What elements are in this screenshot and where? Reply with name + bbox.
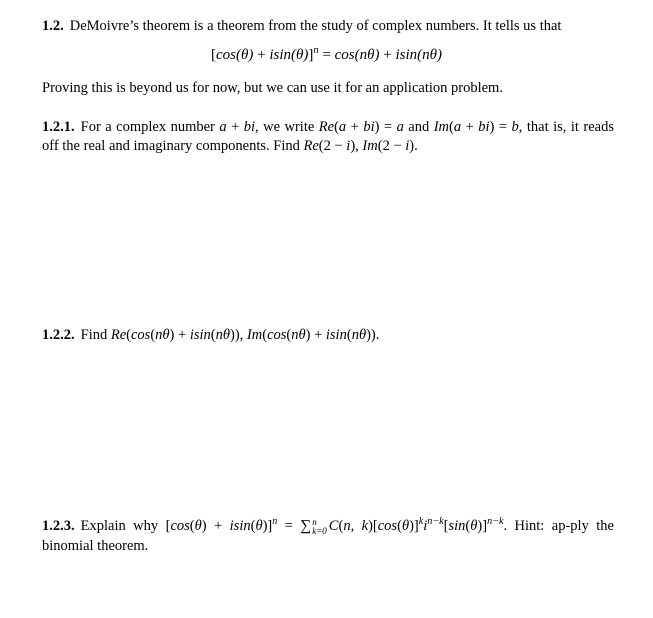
math-var: nθ <box>351 327 367 343</box>
math-exponent: n−k <box>427 516 444 528</box>
math-fn: Im <box>362 138 378 154</box>
eq-cos: cos <box>216 47 237 63</box>
math-var: θ <box>255 518 263 534</box>
question-text: )). <box>366 327 380 343</box>
question-text: (2 − <box>377 138 406 154</box>
eq-theta: (θ) <box>291 47 309 63</box>
summation-sign: ∑ <box>300 517 312 534</box>
math-var: θ <box>470 518 478 534</box>
math-fn: Im <box>246 327 263 343</box>
question-text: Find <box>80 327 111 343</box>
question-text: )] <box>409 518 419 534</box>
question-text: ) + <box>201 518 230 534</box>
question-text: )] <box>477 518 488 534</box>
question-text: ( <box>150 327 156 343</box>
question-text: ( <box>210 327 216 343</box>
math-var: i <box>405 138 410 154</box>
math-fn: cos <box>267 327 287 343</box>
math-fn: Im <box>433 119 450 135</box>
eq-bracket-close: ] <box>308 47 314 63</box>
question-text: ), <box>350 138 363 154</box>
section-intro-text: DeMoivre’s theorem is a theorem from the study of complex numbers. It tells us that <box>69 18 562 34</box>
question-text: + <box>346 119 364 135</box>
question-text: and <box>403 119 434 135</box>
eq-exponent: n <box>313 45 319 56</box>
summation-upper: n <box>312 516 317 527</box>
summation-lower: k=0 <box>312 525 327 536</box>
question-number: 1.2.3. <box>42 518 75 534</box>
math-fn: C <box>328 518 339 534</box>
math-fn: cos <box>377 518 398 534</box>
math-var: i <box>423 518 428 534</box>
math-fn: isin <box>229 518 251 534</box>
math-exponent: k <box>418 516 424 528</box>
question-text: ( <box>397 518 402 534</box>
math-var: a <box>396 119 404 135</box>
question-text: )[ <box>368 518 378 534</box>
math-var: a <box>219 119 227 135</box>
math-var: b <box>511 119 519 135</box>
section-intro <box>42 17 614 36</box>
question-text: Explain why [ <box>80 518 171 534</box>
question-text: For a complex number <box>80 119 220 135</box>
math-fn: Re <box>110 327 127 343</box>
eq-plus: + <box>379 47 396 63</box>
eq-isin: isin <box>269 47 292 63</box>
math-var: n, k <box>343 518 369 534</box>
question-1-2-2 <box>42 326 614 345</box>
question-text: ( <box>250 518 256 534</box>
section-number: 1.2. <box>42 18 64 34</box>
math-fn: isin <box>325 327 347 343</box>
math-fn: cos <box>130 327 151 343</box>
demoivre-equation <box>0 46 653 65</box>
question-text: + <box>226 119 244 135</box>
math-var: bi <box>243 119 256 135</box>
question-text: ) + <box>305 327 326 343</box>
question-text: ( <box>465 518 471 534</box>
question-text: ( <box>126 327 131 343</box>
eq-bracket-open: [ <box>211 47 217 63</box>
math-var: θ <box>194 518 202 534</box>
question-text: ) = <box>489 119 512 135</box>
eq-arg: (nθ) <box>354 47 380 63</box>
math-var: bi <box>478 119 490 135</box>
math-var: a <box>338 119 347 135</box>
eq-cos: cos <box>334 47 355 63</box>
question-1-2-1 <box>42 118 614 156</box>
question-text: ( <box>262 327 268 343</box>
question-text: )] <box>262 518 273 534</box>
question-text: ( <box>334 119 339 135</box>
math-fn: isin <box>189 327 211 343</box>
eq-theta: (θ) <box>236 47 254 63</box>
question-text: + <box>461 119 479 135</box>
summation-limits <box>312 518 327 536</box>
section-note: Proving this is beyond us for now, but we can use it for an application problem. <box>42 80 503 96</box>
math-var: nθ <box>291 327 306 343</box>
question-text: ( <box>189 518 195 534</box>
math-var: i <box>346 138 351 154</box>
math-var: a <box>453 119 462 135</box>
question-text: ) = <box>374 119 397 135</box>
question-number: 1.2.2. <box>42 327 75 343</box>
question-text: ( <box>286 327 292 343</box>
question-text: = <box>277 518 301 534</box>
math-exponent: n <box>272 516 278 528</box>
question-text: ). <box>409 138 418 154</box>
question-text: (2 − <box>318 138 347 154</box>
question-text: ( <box>346 327 352 343</box>
math-fn: Re <box>303 138 319 154</box>
question-text: . Hint: ap-ply the binomial theorem. <box>42 518 614 554</box>
eq-plus: + <box>253 47 270 63</box>
math-fn: cos <box>170 518 190 534</box>
question-number: 1.2.1. <box>42 119 75 135</box>
math-fn: sin <box>448 518 466 534</box>
question-text: ( <box>338 518 344 534</box>
math-var: bi <box>363 119 375 135</box>
question-text: , that is, it reads off the real and imaginary components. Find <box>42 119 614 154</box>
question-text: , we write <box>255 119 319 135</box>
eq-equals: = <box>318 47 335 63</box>
math-var: θ <box>401 518 410 534</box>
math-var: nθ <box>155 327 170 343</box>
math-exponent: n−k <box>487 516 504 528</box>
math-var: nθ <box>215 327 230 343</box>
question-text: ( <box>449 119 454 135</box>
eq-isin: isin <box>395 47 418 63</box>
math-fn: Re <box>318 119 335 135</box>
question-text: [ <box>443 518 449 534</box>
question-1-2-3 <box>42 516 614 556</box>
eq-arg: (nθ) <box>417 47 442 63</box>
question-text: )), <box>229 327 247 343</box>
question-text: ) + <box>169 327 190 343</box>
